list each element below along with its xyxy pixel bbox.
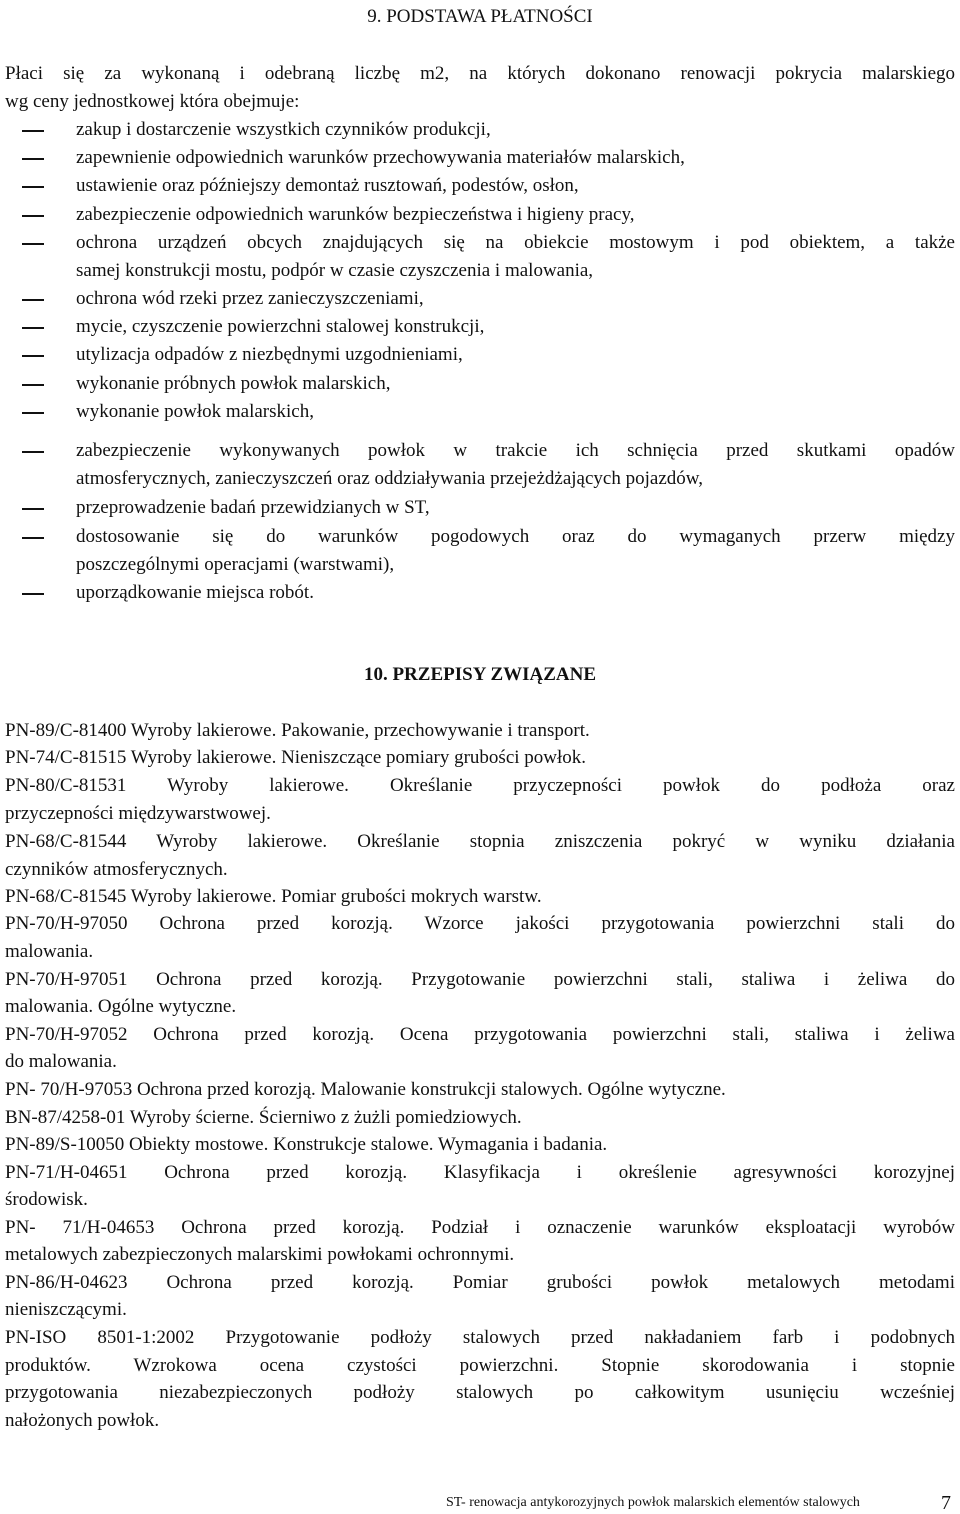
standard-line-continuation: do malowania. — [5, 1051, 117, 1072]
standard-line: PN-68/C-81545 Wyroby lakierowe. Pomiar grubości mokrych warstw. — [5, 886, 542, 907]
dash-bullet-icon — [22, 215, 44, 217]
list-item: zakup i dostarczenie wszystkich czynników produkcji, — [76, 119, 491, 140]
standard-line: PN-71/H-04651 Ochrona przed korozją. Klasyfikacja i określenie agresywności korozyjnej — [5, 1162, 955, 1183]
dash-bullet-icon — [22, 593, 44, 595]
standard-line: PN-74/C-81515 Wyroby lakierowe. Nieniszczące pomiary grubości powłok. — [5, 747, 587, 768]
list-item: ustawienie oraz późniejszy demontaż rusztowań, podestów, osłon, — [76, 175, 579, 196]
standard-line-continuation: czynników atmosferycznych. — [5, 859, 228, 880]
dash-bullet-icon — [22, 412, 44, 414]
dash-bullet-icon — [22, 384, 44, 386]
standard-line: PN-70/H-97051 Ochrona przed korozją. Przygotowanie powierzchni stali, staliwa i żeliwa do — [5, 969, 955, 990]
dash-bullet-icon — [22, 299, 44, 301]
section-10-title: 10. PRZEPISY ZWIĄZANE — [363, 664, 597, 685]
dash-bullet-icon — [22, 186, 44, 188]
dash-bullet-icon — [22, 355, 44, 357]
dash-bullet-icon — [22, 537, 44, 539]
dash-bullet-icon — [22, 508, 44, 510]
list-item-continuation: poszczególnymi operacjami (warstwami), — [76, 554, 395, 575]
standard-line: BN-87/4258-01 Wyroby ścierne. Ścierniwo z żużli pomiedziowych. — [5, 1107, 522, 1128]
dash-bullet-icon — [22, 327, 44, 329]
standard-line: PN-89/S-10050 Obiekty mostowe. Konstrukcje stalowe. Wymagania i badania. — [5, 1134, 608, 1155]
list-item: mycie, czyszczenie powierzchni stalowej konstrukcji, — [76, 316, 485, 337]
standard-line-continuation: produktów. Wzrokowa ocena czystości powierzchni. Stopnie skorodowania i stopnie — [5, 1355, 955, 1376]
standard-line: PN- 70/H-97053 Ochrona przed korozją. Malowanie konstrukcji stalowych. Ogólne wytyczne. — [5, 1079, 726, 1100]
dash-bullet-icon — [22, 451, 44, 453]
intro-line: wg ceny jednostkowej która obejmuje: — [5, 91, 300, 112]
list-item: wykonanie powłok malarskich, — [76, 401, 314, 422]
standard-line: PN-86/H-04623 Ochrona przed korozją. Pomiar grubości powłok metalowych metodami — [5, 1272, 955, 1293]
list-item: zabezpieczenie odpowiednich warunków bezpieczeństwa i higieny pracy, — [76, 204, 635, 225]
page-number: 7 — [941, 1492, 951, 1514]
standard-line: PN-68/C-81544 Wyroby lakierowe. Określanie stopnia zniszczenia pokryć w wyniku działania — [5, 831, 955, 852]
list-item: ochrona wód rzeki przez zanieczyszczeniami, — [76, 288, 424, 309]
intro-line: Płaci się za wykonaną i odebraną liczbę m2, na których dokonano renowacji pokrycia malarskiego — [5, 63, 955, 84]
standard-line-continuation: przygotowania niezabezpieczonych podłoży stalowych po całkowitym usunięciu wcześniej — [5, 1382, 955, 1403]
standard-line-continuation: malowania. Ogólne wytyczne. — [5, 996, 237, 1017]
list-item: zabezpieczenie wykonywanych powłok w trakcie ich schnięcia przed skutkami opadów — [76, 440, 955, 461]
standard-line-continuation: nałożonych powłok. — [5, 1410, 160, 1431]
list-item-continuation: samej konstrukcji mostu, podpór w czasie czyszczenia i malowania, — [76, 260, 594, 281]
standard-line: PN-70/H-97052 Ochrona przed korozją. Ocena przygotowania powierzchni stali, staliwa i żeliwa — [5, 1024, 955, 1045]
standard-line: PN-89/C-81400 Wyroby lakierowe. Pakowanie, przechowywanie i transport. — [5, 720, 590, 741]
dash-bullet-icon — [22, 130, 44, 132]
dash-bullet-icon — [22, 158, 44, 160]
standard-line: PN-ISO 8501-1:2002 Przygotowanie podłoży stalowych przed nakładaniem farb i podobnych — [5, 1327, 955, 1348]
list-item: uporządkowanie miejsca robót. — [76, 582, 314, 603]
page-footer: ST- renowacja antykorozyjnych powłok malarskich elementów stalowych — [446, 1495, 860, 1510]
standard-line: PN-70/H-97050 Ochrona przed korozją. Wzorce jakości przygotowania powierzchni stali do — [5, 913, 955, 934]
list-item: wykonanie próbnych powłok malarskich, — [76, 373, 391, 394]
standard-line-continuation: metalowych zabezpieczonych malarskimi powłokami ochronnymi. — [5, 1244, 515, 1265]
list-item-continuation: atmosferycznych, zanieczyszczeń oraz oddziaływania przejeżdżających pojazdów, — [76, 468, 703, 489]
list-item: przeprowadzenie badań przewidzianych w ST, — [76, 497, 430, 518]
list-item: zapewnienie odpowiednich warunków przechowywania materiałów malarskich, — [76, 147, 685, 168]
list-item: utylizacja odpadów z niezbędnymi uzgodnieniami, — [76, 344, 463, 365]
list-item: ochrona urządzeń obcych znajdujących się na obiekcie mostowym i pod obiektem, a także — [76, 232, 955, 253]
standard-line: PN-80/C-81531 Wyroby lakierowe. Określanie przyczepności powłok do podłoża oraz — [5, 775, 955, 796]
list-item: dostosowanie się do warunków pogodowych oraz do wymaganych przerw między — [76, 526, 955, 547]
standard-line-continuation: środowisk. — [5, 1189, 88, 1210]
dash-bullet-icon — [22, 243, 44, 245]
section-9-title: 9. PODSTAWA PŁATNOŚCI — [367, 6, 593, 27]
standard-line: PN- 71/H-04653 Ochrona przed korozją. Podział i oznaczenie warunków eksploatacji wyrobów — [5, 1217, 955, 1238]
standard-line-continuation: malowania. — [5, 941, 94, 962]
standard-line-continuation: nieniszczącymi. — [5, 1299, 127, 1320]
standard-line-continuation: przyczepności międzywarstwowej. — [5, 803, 271, 824]
